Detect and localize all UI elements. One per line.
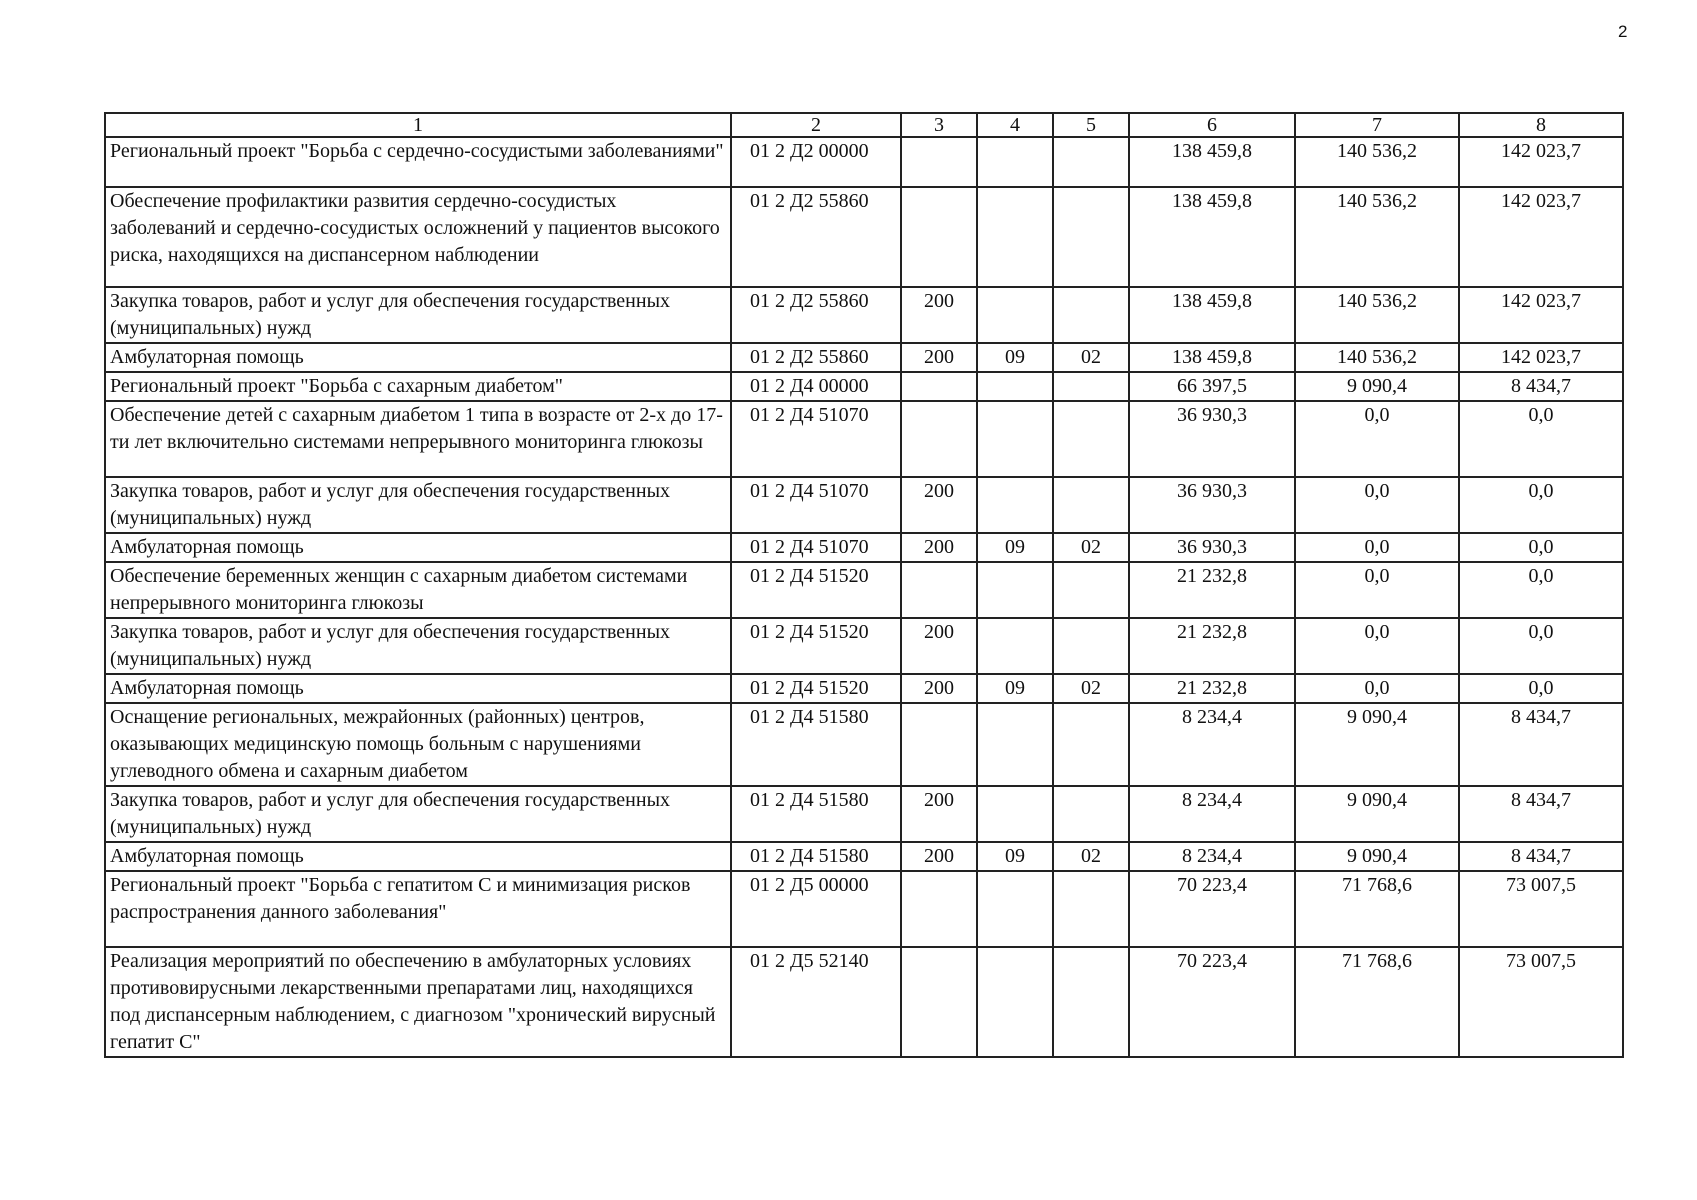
table-row: [105, 703, 1623, 786]
row-name-cell: Обеспечение детей с сахарным диабетом 1 типа в возрасте от 2-х до 17-ти лет включительно системами непрерывного мониторинга глюкозы: [105, 401, 731, 477]
row-rz-cell: [977, 477, 1053, 533]
row-rz-cell: 09: [977, 674, 1053, 703]
table-row: [105, 287, 1623, 343]
row-code-cell: 01 2 Д4 51070: [731, 533, 901, 562]
row-year1-cell: 138 459,8: [1129, 287, 1295, 343]
row-vr-cell: [901, 871, 977, 947]
row-rz-cell: [977, 372, 1053, 401]
table-row: [105, 401, 1623, 477]
row-pr-cell: [1053, 187, 1129, 287]
row-year3-cell: 73 007,5: [1459, 871, 1623, 947]
row-vr-cell: [901, 372, 977, 401]
row-vr-cell: [901, 562, 977, 618]
row-rz-cell: [977, 401, 1053, 477]
row-vr-cell: 200: [901, 533, 977, 562]
row-rz-cell: 09: [977, 842, 1053, 871]
row-year3-cell: 142 023,7: [1459, 343, 1623, 372]
row-vr-cell: [901, 187, 977, 287]
row-pr-cell: [1053, 947, 1129, 1057]
row-pr-cell: 02: [1053, 533, 1129, 562]
row-rz-cell: 09: [977, 343, 1053, 372]
row-year2-cell: 9 090,4: [1295, 786, 1459, 842]
row-rz-cell: [977, 947, 1053, 1057]
row-name-cell: Закупка товаров, работ и услуг для обеспечения государственных (муниципальных) нужд: [105, 786, 731, 842]
row-pr-cell: [1053, 137, 1129, 187]
row-year1-cell: 66 397,5: [1129, 372, 1295, 401]
row-name-cell: Амбулаторная помощь: [105, 842, 731, 871]
row-year1-cell: 8 234,4: [1129, 703, 1295, 786]
row-year3-cell: 0,0: [1459, 401, 1623, 477]
row-pr-cell: 02: [1053, 343, 1129, 372]
row-year2-cell: 9 090,4: [1295, 842, 1459, 871]
row-pr-cell: [1053, 372, 1129, 401]
header-cell: 4: [977, 113, 1053, 137]
row-year2-cell: 0,0: [1295, 562, 1459, 618]
row-name-cell: Закупка товаров, работ и услуг для обеспечения государственных (муниципальных) нужд: [105, 287, 731, 343]
row-year1-cell: 138 459,8: [1129, 187, 1295, 287]
row-vr-cell: 200: [901, 343, 977, 372]
row-year1-cell: 21 232,8: [1129, 674, 1295, 703]
row-year3-cell: 0,0: [1459, 533, 1623, 562]
row-year3-cell: 8 434,7: [1459, 842, 1623, 871]
row-year1-cell: 36 930,3: [1129, 401, 1295, 477]
row-pr-cell: [1053, 562, 1129, 618]
row-year2-cell: 140 536,2: [1295, 343, 1459, 372]
table-row: [105, 187, 1623, 287]
table-row: [105, 343, 1623, 372]
row-pr-cell: [1053, 786, 1129, 842]
row-name-cell: Амбулаторная помощь: [105, 674, 731, 703]
row-pr-cell: [1053, 287, 1129, 343]
row-code-cell: 01 2 Д4 51520: [731, 618, 901, 674]
table-row: [105, 533, 1623, 562]
row-year3-cell: 8 434,7: [1459, 786, 1623, 842]
row-year3-cell: 8 434,7: [1459, 703, 1623, 786]
row-code-cell: 01 2 Д2 00000: [731, 137, 901, 187]
row-vr-cell: [901, 137, 977, 187]
row-vr-cell: 200: [901, 477, 977, 533]
row-code-cell: 01 2 Д4 51580: [731, 703, 901, 786]
row-year2-cell: 140 536,2: [1295, 187, 1459, 287]
row-name-cell: Амбулаторная помощь: [105, 343, 731, 372]
row-rz-cell: 09: [977, 533, 1053, 562]
row-year2-cell: 0,0: [1295, 401, 1459, 477]
row-code-cell: 01 2 Д5 52140: [731, 947, 901, 1057]
row-name-cell: Региональный проект "Борьба с сердечно-сосудистыми заболеваниями": [105, 137, 731, 187]
row-pr-cell: [1053, 401, 1129, 477]
row-year1-cell: 36 930,3: [1129, 477, 1295, 533]
row-name-cell: Амбулаторная помощь: [105, 533, 731, 562]
row-vr-cell: 200: [901, 618, 977, 674]
page-number: 2: [1618, 22, 1628, 41]
row-code-cell: 01 2 Д2 55860: [731, 187, 901, 287]
row-year3-cell: 0,0: [1459, 477, 1623, 533]
row-code-cell: 01 2 Д4 51070: [731, 477, 901, 533]
table-row: [105, 842, 1623, 871]
row-name-cell: Региональный проект "Борьба с сахарным диабетом": [105, 372, 731, 401]
row-vr-cell: 200: [901, 842, 977, 871]
row-rz-cell: [977, 703, 1053, 786]
table-row: [105, 137, 1623, 187]
row-code-cell: 01 2 Д4 51580: [731, 842, 901, 871]
table-row: [105, 618, 1623, 674]
row-code-cell: 01 2 Д4 51520: [731, 674, 901, 703]
row-pr-cell: 02: [1053, 674, 1129, 703]
header-cell: 1: [105, 113, 731, 137]
row-year1-cell: 8 234,4: [1129, 786, 1295, 842]
row-pr-cell: [1053, 618, 1129, 674]
row-rz-cell: [977, 871, 1053, 947]
row-name-cell: Закупка товаров, работ и услуг для обеспечения государственных (муниципальных) нужд: [105, 477, 731, 533]
row-year2-cell: 0,0: [1295, 618, 1459, 674]
row-pr-cell: [1053, 703, 1129, 786]
row-year2-cell: 9 090,4: [1295, 372, 1459, 401]
header-cell: 2: [731, 113, 901, 137]
row-year1-cell: 8 234,4: [1129, 842, 1295, 871]
table-row: [105, 947, 1623, 1057]
row-code-cell: 01 2 Д2 55860: [731, 287, 901, 343]
row-year1-cell: 21 232,8: [1129, 618, 1295, 674]
row-code-cell: 01 2 Д4 51070: [731, 401, 901, 477]
row-name-cell: Обеспечение беременных женщин с сахарным диабетом системами непрерывного мониторинга глюкозы: [105, 562, 731, 618]
row-pr-cell: 02: [1053, 842, 1129, 871]
header-cell: 3: [901, 113, 977, 137]
header-cell: 6: [1129, 113, 1295, 137]
row-year2-cell: 71 768,6: [1295, 871, 1459, 947]
row-name-cell: Оснащение региональных, межрайонных (районных) центров, оказывающих медицинскую помощь больным с нарушениями углеводного обмена и сахарным диабетом: [105, 703, 731, 786]
row-vr-cell: [901, 401, 977, 477]
row-vr-cell: 200: [901, 786, 977, 842]
table-row: [105, 871, 1623, 947]
row-year3-cell: 142 023,7: [1459, 287, 1623, 343]
header-cell: 5: [1053, 113, 1129, 137]
row-year2-cell: 140 536,2: [1295, 137, 1459, 187]
table-row: [105, 674, 1623, 703]
row-name-cell: Обеспечение профилактики развития сердечно-сосудистых заболеваний и сердечно-сосудистых осложнений у пациентов высокого риска, находящихся на диспансерном наблюдении: [105, 187, 731, 287]
row-rz-cell: [977, 618, 1053, 674]
budget-table: [104, 112, 1624, 1058]
row-code-cell: 01 2 Д4 51520: [731, 562, 901, 618]
row-year3-cell: 73 007,5: [1459, 947, 1623, 1057]
row-year1-cell: 138 459,8: [1129, 343, 1295, 372]
row-code-cell: 01 2 Д2 55860: [731, 343, 901, 372]
table-row: [105, 477, 1623, 533]
row-vr-cell: [901, 947, 977, 1057]
row-year1-cell: 21 232,8: [1129, 562, 1295, 618]
row-year3-cell: 0,0: [1459, 562, 1623, 618]
row-rz-cell: [977, 287, 1053, 343]
row-year1-cell: 36 930,3: [1129, 533, 1295, 562]
row-year1-cell: 138 459,8: [1129, 137, 1295, 187]
row-pr-cell: [1053, 477, 1129, 533]
row-vr-cell: 200: [901, 287, 977, 343]
row-year2-cell: 0,0: [1295, 674, 1459, 703]
row-year3-cell: 0,0: [1459, 674, 1623, 703]
row-year2-cell: 0,0: [1295, 533, 1459, 562]
row-year1-cell: 70 223,4: [1129, 947, 1295, 1057]
row-year2-cell: 0,0: [1295, 477, 1459, 533]
row-rz-cell: [977, 562, 1053, 618]
header-cell: 8: [1459, 113, 1623, 137]
row-year2-cell: 140 536,2: [1295, 287, 1459, 343]
row-name-cell: Закупка товаров, работ и услуг для обеспечения государственных (муниципальных) нужд: [105, 618, 731, 674]
table-row: [105, 786, 1623, 842]
row-name-cell: Реализация мероприятий по обеспечению в амбулаторных условиях противовирусными лекарственными препаратами лиц, находящихся под диспансерным наблюдением, с диагнозом "хронический вирусный гепатит С": [105, 947, 731, 1057]
row-name-cell: Региональный проект "Борьба с гепатитом С и минимизация рисков распространения данного заболевания": [105, 871, 731, 947]
row-pr-cell: [1053, 871, 1129, 947]
row-rz-cell: [977, 187, 1053, 287]
row-year3-cell: 8 434,7: [1459, 372, 1623, 401]
row-year3-cell: 142 023,7: [1459, 137, 1623, 187]
row-code-cell: 01 2 Д5 00000: [731, 871, 901, 947]
row-rz-cell: [977, 786, 1053, 842]
row-year3-cell: 0,0: [1459, 618, 1623, 674]
table-row: [105, 562, 1623, 618]
table-row: [105, 372, 1623, 401]
table-header-row: [105, 113, 1623, 137]
row-vr-cell: 200: [901, 674, 977, 703]
row-code-cell: 01 2 Д4 51580: [731, 786, 901, 842]
row-vr-cell: [901, 703, 977, 786]
row-code-cell: 01 2 Д4 00000: [731, 372, 901, 401]
row-year2-cell: 71 768,6: [1295, 947, 1459, 1057]
row-year2-cell: 9 090,4: [1295, 703, 1459, 786]
row-rz-cell: [977, 137, 1053, 187]
header-cell: 7: [1295, 113, 1459, 137]
row-year1-cell: 70 223,4: [1129, 871, 1295, 947]
row-year3-cell: 142 023,7: [1459, 187, 1623, 287]
